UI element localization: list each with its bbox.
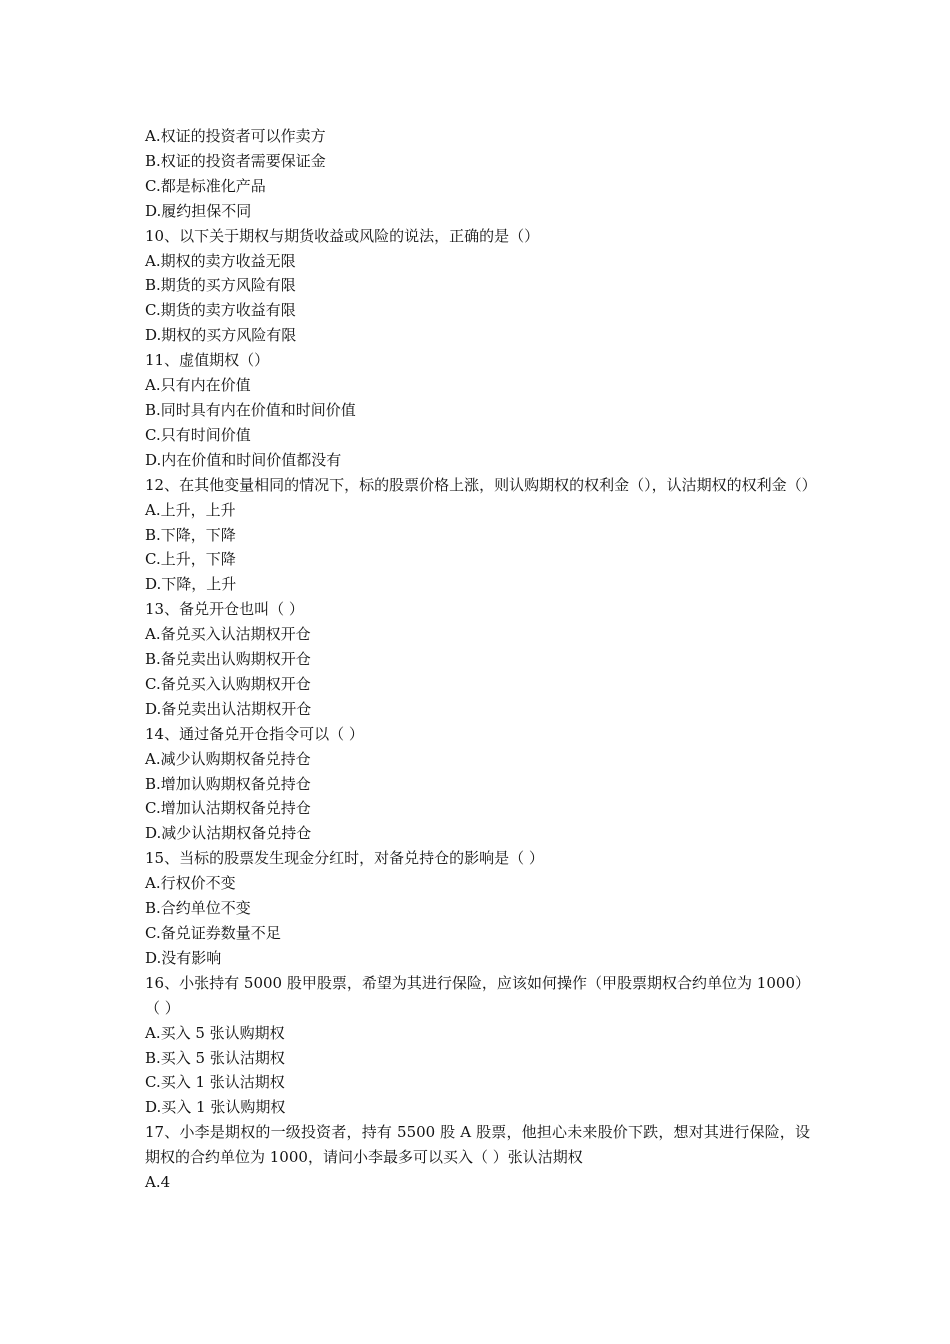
- text-line: B.期货的买方风险有限: [145, 276, 296, 295]
- text-line: B.买入 5 张认沽期权: [145, 1048, 285, 1067]
- text-line: A.备兑买入认沽期权开仓: [145, 625, 311, 644]
- text-line: C.上升，下降: [145, 550, 236, 569]
- text-line: D.买入 1 张认购期权: [145, 1098, 286, 1117]
- text-line: A.上升，上升: [145, 500, 236, 519]
- text-line: C.备兑证券数量不足: [145, 924, 281, 942]
- text-line: D.没有影响: [145, 948, 222, 967]
- text-line: A.买入 5 张认购期权: [145, 1023, 285, 1042]
- text-line: A.4: [145, 1173, 171, 1192]
- text-line: B.同时具有内在价值和时间价值: [145, 400, 356, 419]
- text-line: A.只有内在价值: [145, 376, 251, 395]
- text-line: C.期货的卖方收益有限: [145, 301, 296, 320]
- text-line: A.权证的投资者可以作卖方: [145, 127, 326, 145]
- text-line: A.期权的卖方收益无限: [145, 251, 296, 270]
- text-line: C.都是标准化产品: [145, 176, 266, 195]
- text-line: B.增加认购期权备兑持仓: [145, 774, 311, 793]
- text-line: D.内在价值和时间价值都没有: [145, 450, 342, 469]
- document-body: [145, 124, 817, 1195]
- question-14: 14、通过备兑开仓指令可以（ ）: [145, 724, 364, 743]
- question-15: 15、当标的股票发生现金分红时，对备兑持仓的影响是（ ）: [145, 849, 544, 868]
- question-17: 17、小李是期权的一级投资者，持有 5500 股 A 股票，他担心未来股价下跌，想对其进行保险，设期权的合约单位为 1000，请问小李最多可以买入（ ）张认沽期权: [145, 1123, 810, 1167]
- text-line: B.合约单位不变: [145, 899, 251, 918]
- text-line: C.备兑买入认购期权开仓: [145, 674, 311, 693]
- question-11: 11、虚值期权（）: [145, 351, 270, 370]
- text-line: C.增加认沽期权备兑持仓: [145, 799, 311, 818]
- text-line: B.下降，下降: [145, 525, 236, 544]
- question-10: 10、以下关于期权与期货收益或风险的说法，正确的是（）: [145, 226, 540, 245]
- text-line: D.减少认沽期权备兑持仓: [145, 824, 312, 843]
- text-line: C.只有时间价值: [145, 425, 251, 444]
- text-line: D.履约担保不同: [145, 201, 252, 220]
- text-line: D.下降，上升: [145, 575, 237, 594]
- text-line: A.减少认购期权备兑持仓: [145, 749, 311, 768]
- question-13: 13、备兑开仓也叫（ ）: [145, 600, 304, 619]
- text-line: B.备兑卖出认购期权开仓: [145, 650, 311, 669]
- text-line: C.买入 1 张认沽期权: [145, 1073, 285, 1092]
- text-line: D.期权的买方风险有限: [145, 326, 297, 345]
- question-12: 12、在其他变量相同的情况下，标的股票价格上涨，则认购期权的权利金（），认沽期权的权利金（）: [145, 475, 817, 494]
- text-line: D.备兑卖出认沽期权开仓: [145, 699, 312, 718]
- question-16: 16、小张持有 5000 股甲股票，希望为其进行保险，应该如何操作（甲股票期权合约单位为 1000）（ ）: [145, 973, 810, 1017]
- text-line: A.行权价不变: [145, 874, 236, 893]
- text-line: B.权证的投资者需要保证金: [145, 151, 326, 170]
